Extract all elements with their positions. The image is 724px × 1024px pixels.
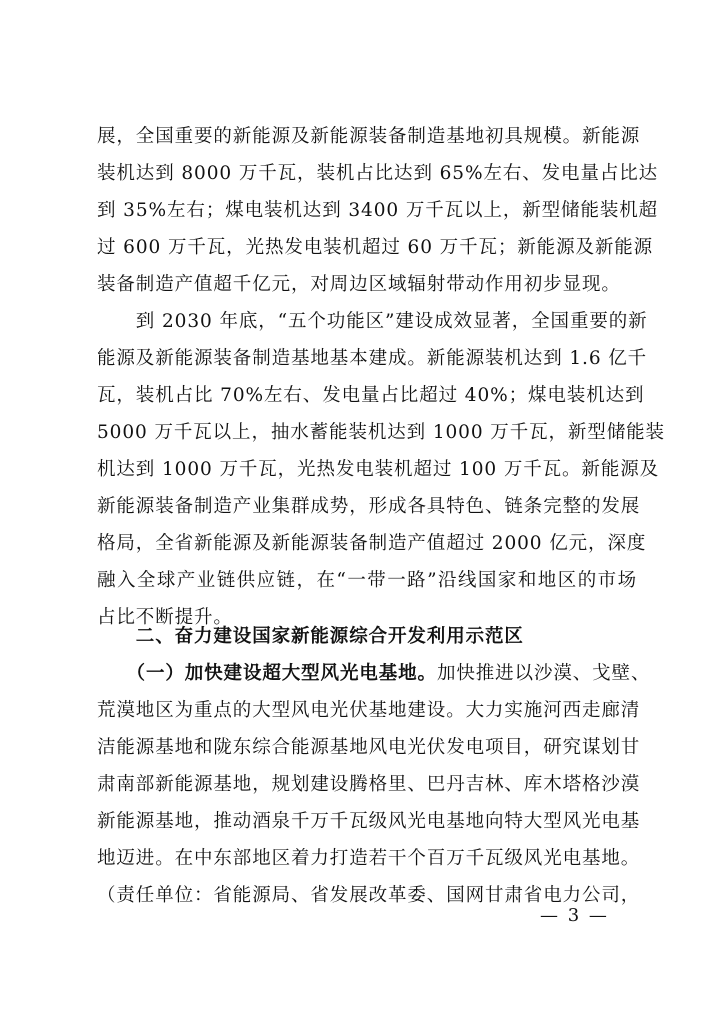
text-line: 能源及新能源装备制造基地基本建成。新能源装机达到 1.6 亿千	[97, 348, 648, 369]
text-line	[97, 655, 651, 692]
text-line: 地迈进。在中东部地区着力打造若干个百万千瓦级风光电基地。	[97, 848, 641, 869]
text-line: 融入全球产业链供应链，在“一带一路”沿线国家和地区的市场	[97, 570, 637, 591]
subsection-title: （一）加快建设超大型风光电基地。	[97, 663, 437, 684]
paragraph-2030-targets	[97, 303, 665, 636]
text-line: 格局，全省新能源及新能源装备制造产值超过 2000 亿元，深度	[97, 533, 647, 554]
section-heading: 二、奋力建设国家新能源综合开发利用示范区	[97, 626, 524, 647]
text-line: 瓦，装机占比 70%左右、发电量占比超过 40%；煤电装机达到	[97, 385, 645, 406]
text-line: 到 2030 年底，“五个功能区”建设成效显著，全国重要的新	[97, 311, 648, 332]
paragraph-2025-targets	[97, 118, 659, 303]
text-line: 5000 万千瓦以上，抽水蓄能装机达到 1000 万千瓦，新型储能装	[97, 422, 665, 443]
text-line: 过 600 万千瓦，光热发电装机超过 60 万千瓦；新能源及新能源	[97, 237, 654, 258]
text-line: 装机达到 8000 万千瓦，装机占比达到 65%左右、发电量占比达	[97, 163, 659, 184]
text-line: 装备制造产值超千亿元，对周边区域辐射带动作用初步显现。	[97, 274, 621, 295]
text-line: 新能源装备制造产业集群成势，形成各具特色、链条完整的发展	[97, 496, 641, 517]
text-span: 加快推进以沙漠、戈壁、	[436, 663, 651, 684]
page-number: — 3 —	[540, 905, 609, 926]
text-line: 展，全国重要的新能源及新能源装备制造基地初具规模。新能源	[97, 126, 641, 147]
section-heading-block	[97, 618, 637, 655]
text-line: 机达到 1000 万千瓦，光热发电装机超过 100 万千瓦。新能源及	[97, 459, 660, 480]
text-line: 占比不断提升。	[97, 607, 233, 628]
text-line: 洁能源基地和陇东综合能源基地风电光伏发电项目，研究谋划甘	[97, 737, 641, 758]
paragraph-wind-solar-bases	[97, 655, 651, 914]
text-line: 荒漠地区为重点的大型风电光伏基地建设。大力实施河西走廊清	[97, 700, 641, 721]
text-line: 到 35%左右；煤电装机达到 3400 万千瓦以上，新型储能装机超	[97, 200, 659, 221]
text-line: （责任单位：省能源局、省发展改革委、国网甘肃省电力公司，	[97, 885, 641, 906]
text-line: 新能源基地，推动酒泉千万千瓦级风光电基地向特大型风光电基	[97, 811, 641, 832]
text-line: 肃南部新能源基地，规划建设腾格里、巴丹吉林、库木塔格沙漠	[97, 774, 641, 795]
